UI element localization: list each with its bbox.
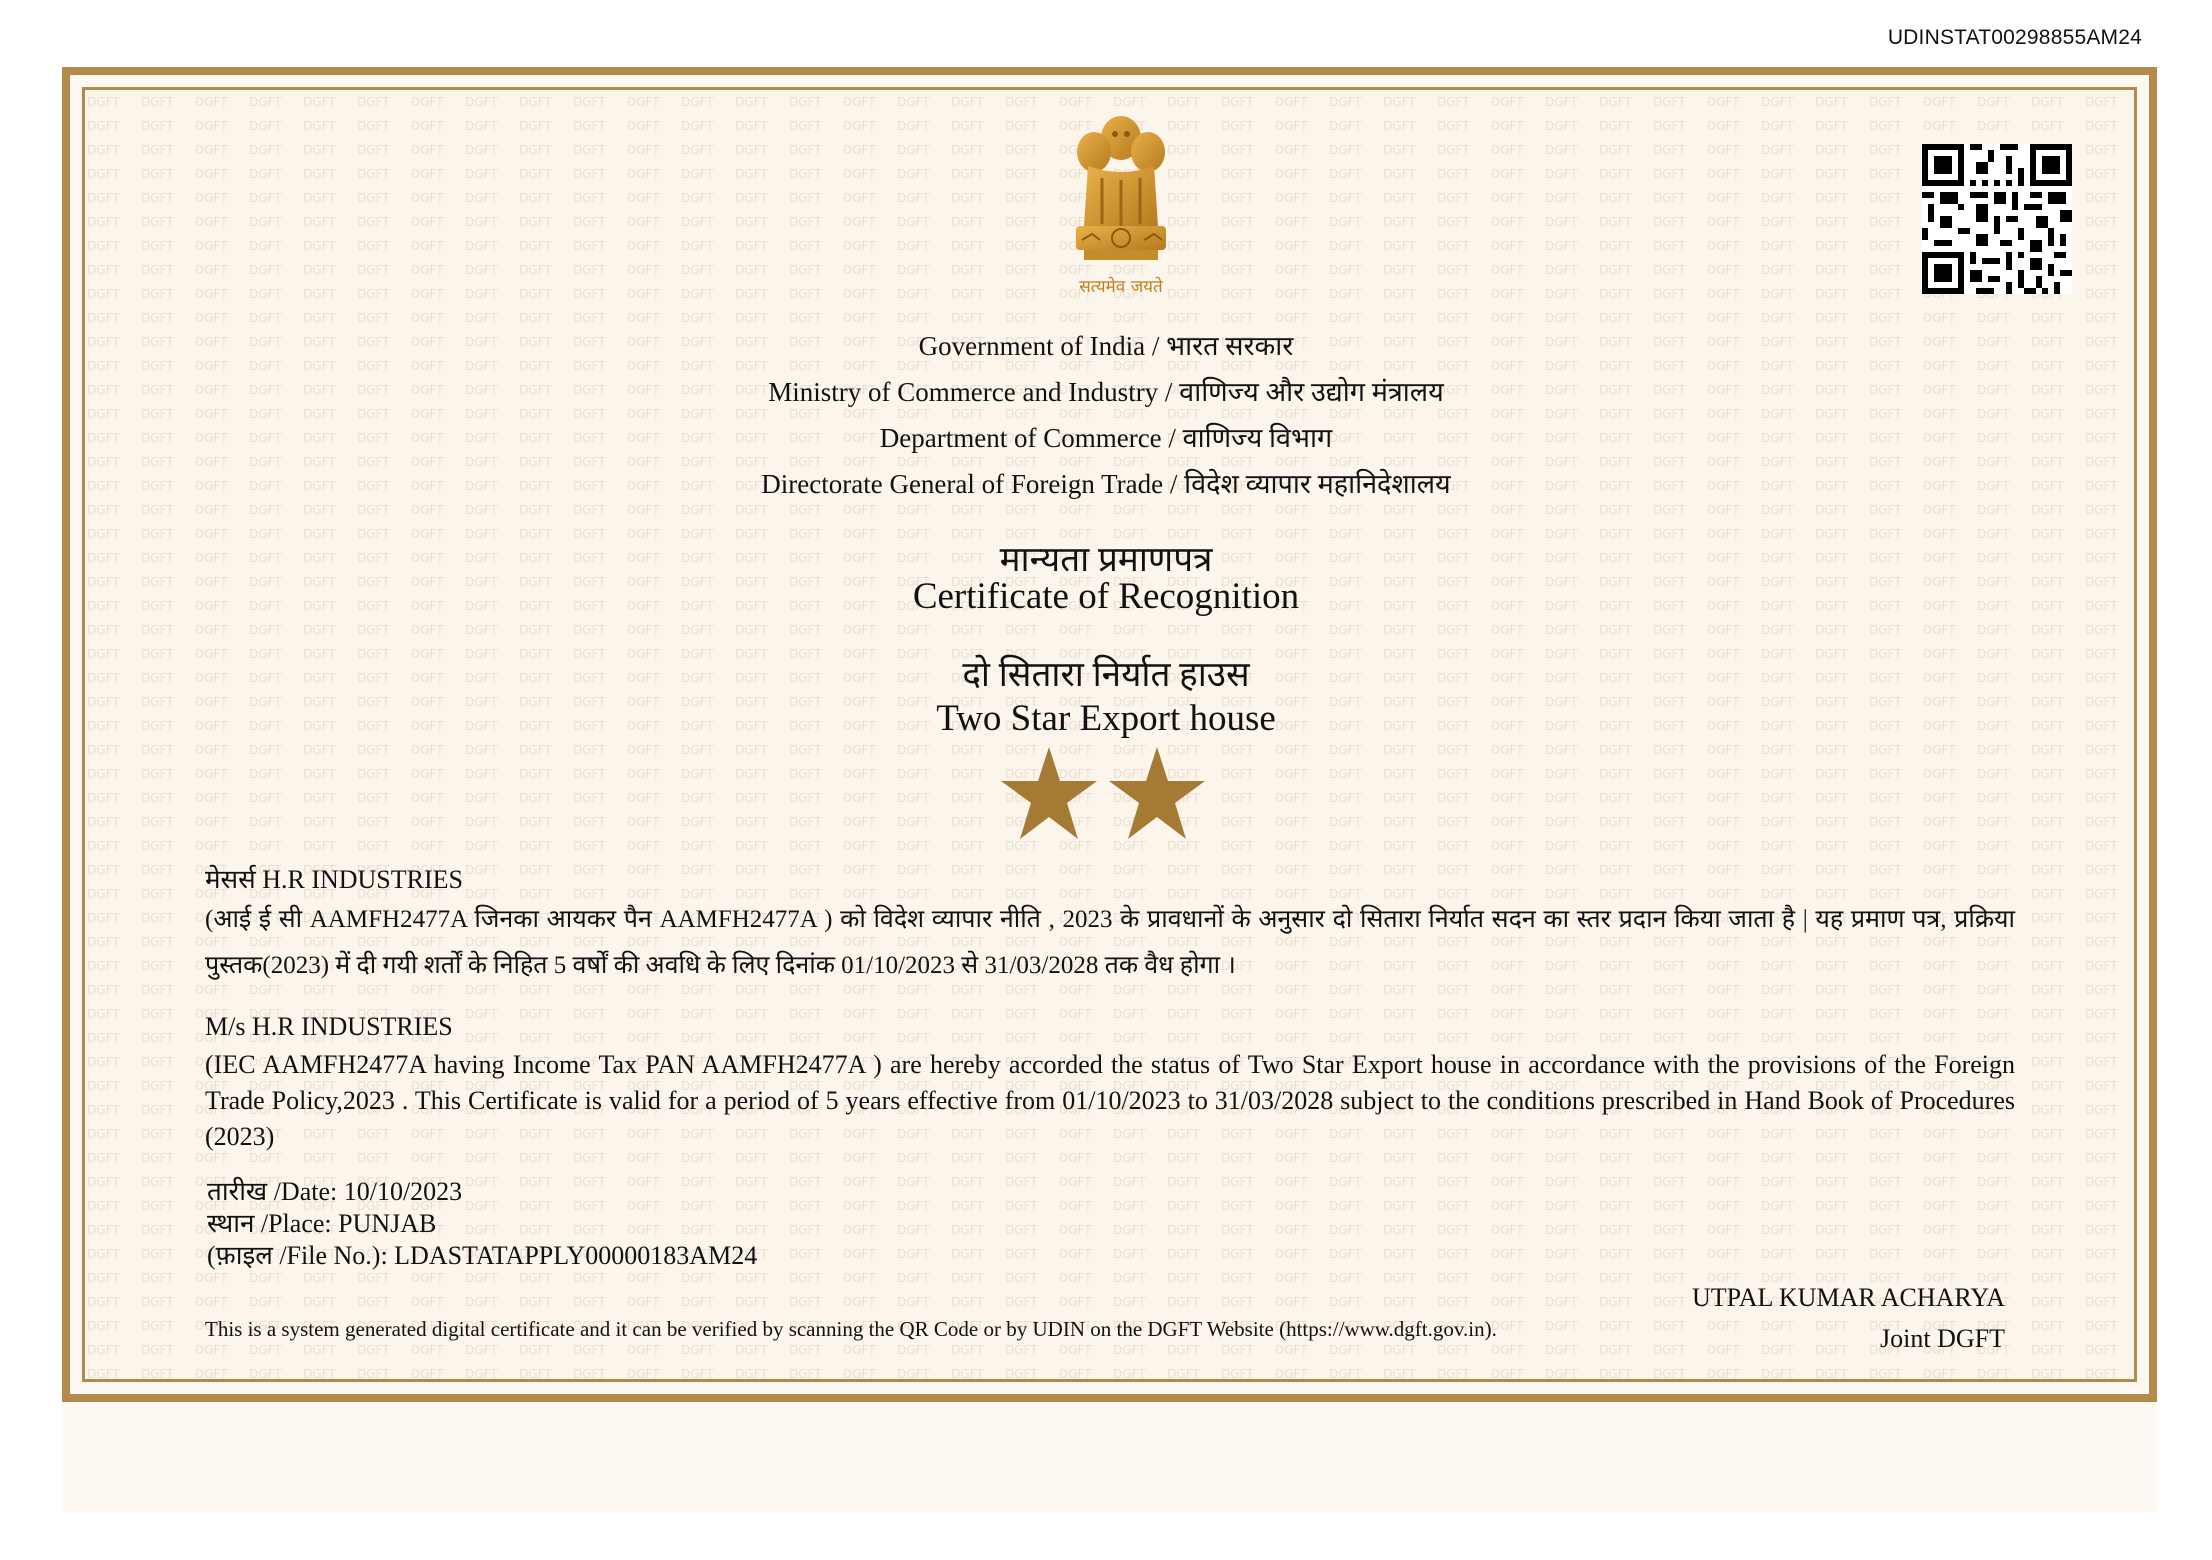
issue-place: स्थान /Place: PUNJAB: [207, 1209, 437, 1238]
certificate-title-hindi: मान्यता प्रमाणपत्र: [999, 540, 1213, 579]
signatory-designation: Joint DGFT: [1880, 1324, 2005, 1353]
status-title: Two Star Export house: [936, 698, 1276, 739]
header-department: Department of Commerce / वाणिज्य विभाग: [879, 423, 1333, 453]
header-ministry: Ministry of Commerce and Industry / वाणिज्य और उद्योग मंत्रालय: [768, 377, 1444, 407]
rating-stars: [998, 745, 1214, 845]
ashoka-emblem-icon: [1058, 108, 1184, 308]
header-government: Government of India / भारत सरकार: [918, 331, 1294, 361]
star-icon: [1001, 747, 1097, 839]
emblem-motto: सत्यमेव जयते: [1079, 277, 1163, 297]
udin-number: UDINSTAT00298855AM24: [1887, 26, 2142, 49]
verification-disclaimer: This is a system generated digital certificate and it can be verified by scanning the QR Code or by UDIN on the DGFT Website (https://www.dgft.gov.in).: [205, 1317, 1497, 1341]
signatory-name: UTPAL KUMAR ACHARYA: [1691, 1283, 2005, 1312]
certificate-title: Certificate of Recognition: [912, 576, 1300, 617]
qr-code-icon: [1922, 144, 2072, 294]
issue-date: तारीख /Date: 10/10/2023: [207, 1177, 463, 1206]
firm-name: M/s H.R INDUSTRIES: [205, 1012, 453, 1041]
firm-name-hindi: मेसर्स H.R INDUSTRIES: [205, 865, 463, 894]
status-title-hindi: दो सितारा निर्यात हाउस: [962, 655, 1250, 694]
recognition-text: (IEC AAMFH2477A having Income Tax PAN AAMFH2477A ) are hereby accorded the status of Two Star Export house in accordance with the provisions of the Foreign Trade Policy,2023 . This Certificate is valid for a period of 5 years effective from 01/10/2023 to 31/03/2028 subject to the conditions prescribed in Hand Book of Procedures (2023): [205, 1050, 2015, 1151]
page-bottom-band: [62, 1402, 2157, 1512]
header-directorate: Directorate General of Foreign Trade / विदेश व्यापार महानिदेशालय: [761, 469, 1451, 499]
file-number: (फ़ाइल /File No.): LDASTATAPPLY00000183AM24: [207, 1241, 758, 1270]
recognition-text-hindi: (आई ई सी AAMFH2477A जिनका आयकर पैन AAMFH2477A ) को विदेश व्यापार नीति , 2023 के प्रावधानों के अनुसार दो सितारा निर्यात सदन का स्तर प्रदान किया जाता है | यह प्रमाण पत्र, प्रक्रिया पुस्तक(2023) में दी गयी शर्तों के निहित 5 वर्षों की अवधि के लिए दिनांक 01/10/2023 से 31/03/2028 तक वैध होगा ।: [205, 906, 2015, 979]
star-icon: [1109, 747, 1205, 839]
